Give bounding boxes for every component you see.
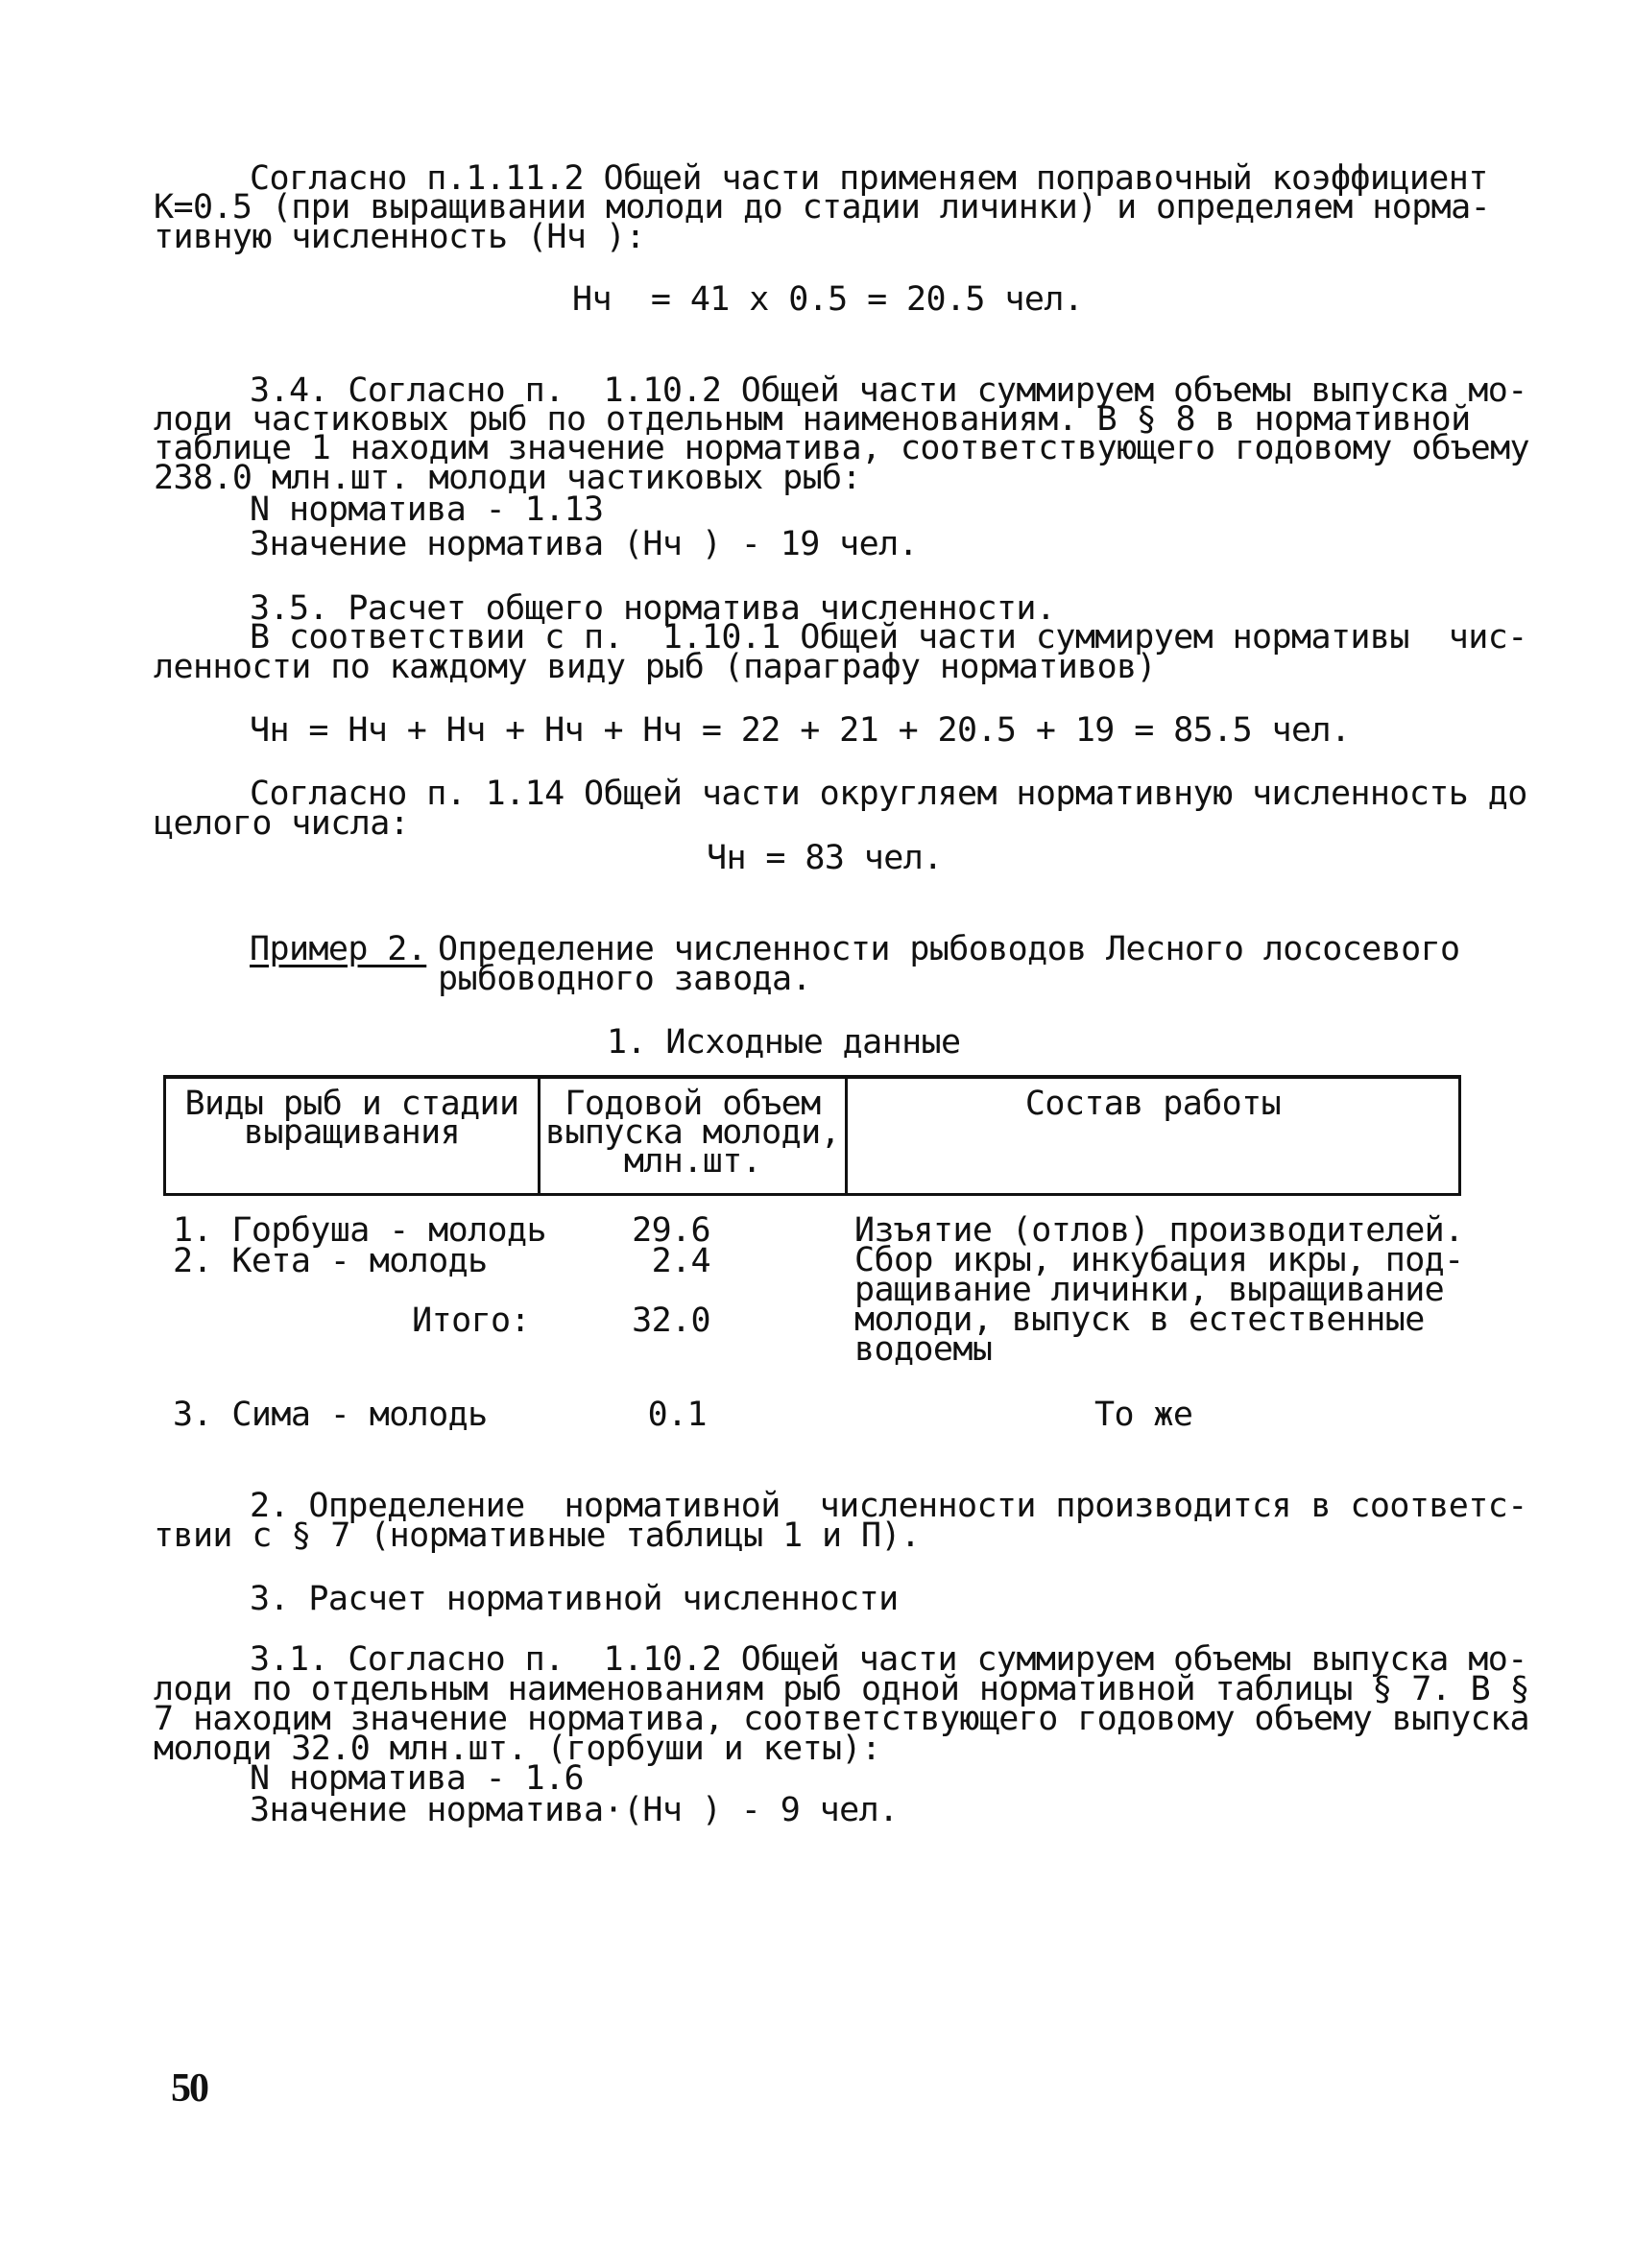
para6-line1: 3.1. Согласно п. 1.10.2 Общей части суммируем объемы выпуска мо- — [250, 1640, 1527, 1679]
para2-line5: N норматива - 1.13 — [250, 490, 604, 529]
para2-line2: лоди частиковых рыб по отдельным наименованиям. В § 8 в нормативной — [154, 400, 1471, 439]
header-species-line2: выращивания — [243, 1113, 461, 1152]
para5-line1: 2. Определение нормативной численности производится в соответс- — [250, 1487, 1527, 1525]
section-title-source-data: 1. Исходные данные — [607, 1023, 961, 1062]
para6-line6: Значение норматива·(Нч ) - 9 чел. — [250, 1791, 899, 1829]
para6-line2: лоди по отдельным наименованиям рыб одной нормативной таблицы § 7. В § — [154, 1670, 1530, 1708]
page-number: 50 — [171, 2066, 207, 2111]
para5-line2: твии с § 7 (нормативные таблицы 1 и П). — [154, 1516, 921, 1555]
table-work-line4: молоди, выпуск в естественные — [854, 1301, 1425, 1339]
table-row-2-value: 2.4 — [651, 1242, 710, 1280]
para6-line3: 7 находим значение норматива, соответствующего годовому объему выпуска — [154, 1700, 1530, 1738]
table-work-line3: ращивание личинки, выращивание — [854, 1271, 1445, 1309]
table-row-1-name: 1. Горбуша - молодь — [173, 1211, 546, 1250]
header-work — [848, 1085, 1458, 1123]
para4-line2: целого числа: — [154, 804, 410, 843]
formula-nch: Нч = 41 х 0.5 = 20.5 чел. — [572, 280, 1084, 319]
formula-chn-sum: Чн = Нч + Нч + Нч + Нч = 22 + 21 + 20.5 + 19 = 85.5 чел. — [250, 711, 1351, 750]
header-volume-line3: млн.шт. — [623, 1142, 762, 1181]
table-row-1-value: 29.6 — [632, 1211, 710, 1250]
table-work-line1: Изъятие (отлов) производителей. — [854, 1211, 1464, 1250]
header-volume-line2: выпуска молоди, — [544, 1113, 841, 1152]
para2-line1: 3.4. Согласно п. 1.10.2 Общей части суммируем объемы выпуска мо- — [250, 371, 1527, 410]
para6-line4: молоди 32.0 млн.шт. (горбуши и кеты): — [154, 1730, 881, 1768]
header-volume — [541, 1085, 845, 1181]
table-total-value: 32.0 — [632, 1301, 710, 1340]
formula-chn-rounded: Чн = 83 чел. — [707, 839, 943, 877]
para2-line4: 238.0 млн.шт. молоди частиковых рыб: — [154, 459, 861, 497]
table-work-line5: водоемы — [854, 1330, 993, 1369]
para6-line5: N норматива - 1.6 — [250, 1759, 585, 1798]
table-work-line2: Сбор икры, инкубация икры, под- — [854, 1241, 1464, 1279]
example-title-line2: рыбоводного завода. — [438, 960, 811, 998]
header-species — [166, 1085, 538, 1152]
para1-line1: Согласно п.1.11.2 Общей части применяем поправочный коэффициент — [250, 159, 1488, 198]
header-volume-line1: Годовой объем — [565, 1085, 821, 1123]
example-title-line1: Определение численности рыбоводов Лесного лососевого — [438, 930, 1460, 968]
table-total-label: Итого: — [412, 1301, 530, 1340]
table-row-2-name: 2. Кета - молодь — [173, 1242, 488, 1280]
para1-line3: тивную численность (Нч ): — [154, 218, 645, 256]
table-work-same: То же — [1094, 1396, 1193, 1434]
header-work-line1: Состав работы — [1024, 1085, 1282, 1123]
header-species-line1: Виды рыб и стадии — [184, 1085, 519, 1123]
para3-line1: 3.5. Расчет общего норматива численности. — [250, 589, 1056, 628]
para3-line2: В соответствии с п. 1.10.1 Общей части суммируем нормативы чис- — [250, 618, 1527, 657]
table-row-3-value: 0.1 — [647, 1396, 707, 1434]
example-label: Пример 2. — [250, 930, 427, 968]
table-row-3-name: 3. Сима - молодь — [173, 1396, 488, 1434]
para1-line2: К=0.5 (при выращивании молоди до стадии личинки) и определяем норма- — [154, 188, 1491, 227]
para2-line6: Значение норматива (Нч ) - 19 чел. — [250, 525, 919, 563]
para2-line3: таблице 1 находим значение норматива, соответствующего годовому объему — [154, 429, 1530, 467]
para4-line1: Согласно п. 1.14 Общей части округляем нормативную численность до — [250, 775, 1527, 813]
para3-line3: ленности по каждому виду рыб (параграфу нормативов) — [154, 648, 1157, 686]
section-title-calculation: 3. Расчет нормативной численности — [250, 1580, 899, 1618]
